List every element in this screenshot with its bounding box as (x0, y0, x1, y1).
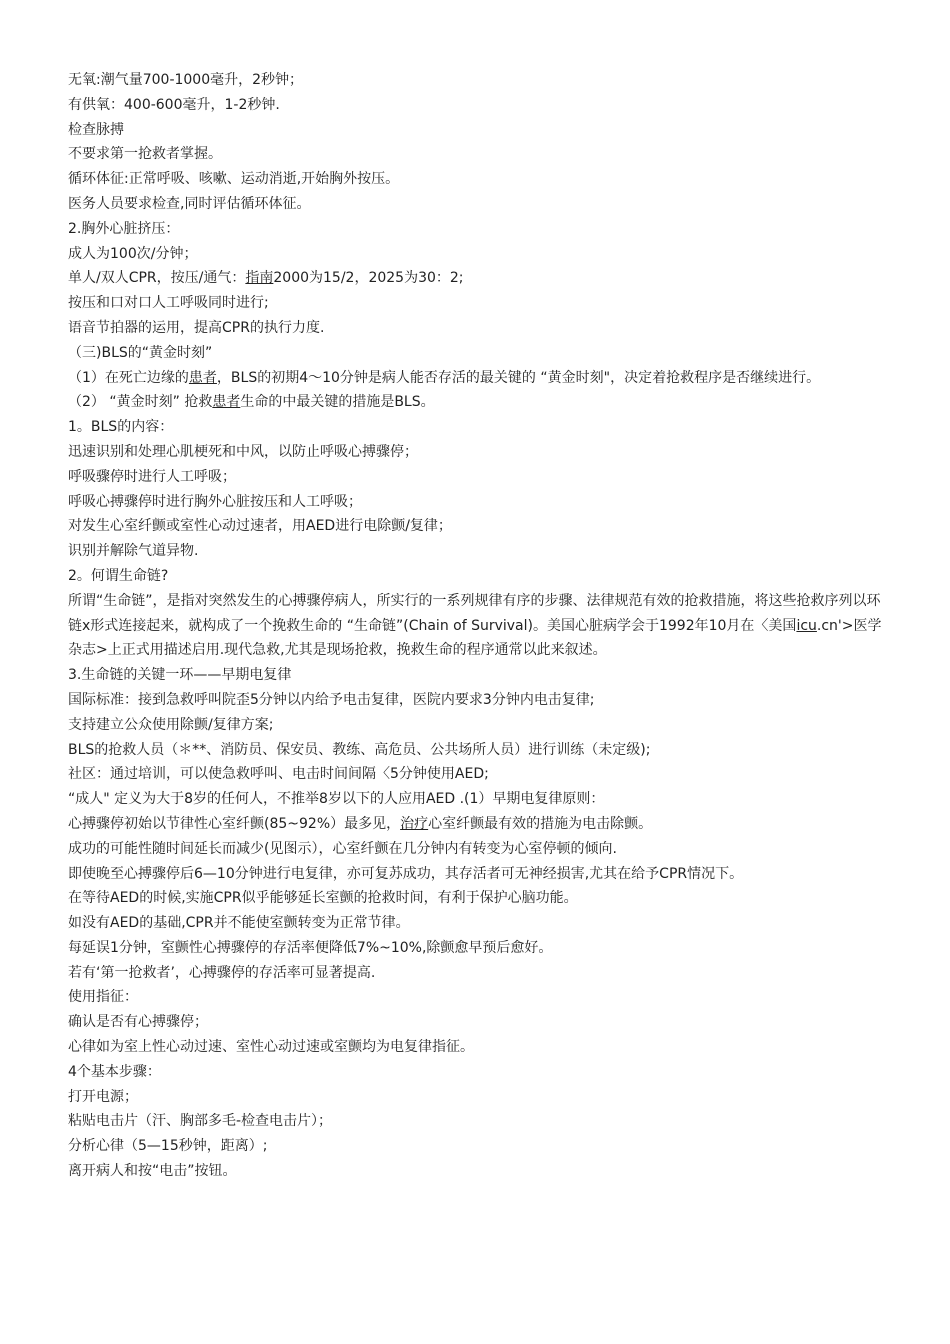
text-line: 医务人员要求检查,同时评估循环体征。 (68, 195, 311, 212)
text-segment: 心搏骤停初始以节律性心室纤颤(85~92%）最多见， (68, 815, 401, 832)
text-segment: 生命的中最关键的措施是BLS。 (240, 394, 435, 411)
section-heading: 1。BLS的内容： (68, 419, 174, 436)
text-line: 对发生心室纤颤或室性心动过速者，用AED进行电除颤/复律； (68, 518, 452, 535)
text-line: 循环体征:正常呼吸、咳嗽、运动消逝,开始胸外按压。 (68, 171, 400, 188)
text-line: 呼吸心搏骤停时进行胸外心脏按压和人工呼吸； (68, 493, 362, 510)
text-line: 按压和口对口人工呼吸同时进行; (68, 295, 269, 312)
text-line: 不要求第一抢救者掌握。 (68, 146, 222, 163)
text-paragraph (68, 589, 886, 663)
text-line: “成人" 定义为大于8岁的任何人，不推举8岁以下的人应用AED .(1）早期电复律原则： (68, 791, 605, 808)
section-heading: 2.胸外心脏挤压： (68, 220, 180, 237)
text-line: 确认是否有心搏骤停； (68, 1014, 208, 1031)
text-line: 成人为100次/分钟； (68, 245, 198, 262)
section-heading: 4个基本步骤： (68, 1063, 161, 1080)
text-line: 粘贴电击片（汗、胸部多毛-检查电击片）； (68, 1113, 333, 1130)
text-line: 若有‘第一抢救者’，心搏骤停的存活率可显著提高. (68, 964, 376, 981)
text-line: 识别并解除气道异物. (68, 543, 199, 560)
text-segment: 2000为15/2，2025为30：2; (273, 270, 464, 287)
text-paragraph (68, 366, 886, 391)
text-segment: （1）在死亡边缘的 (68, 369, 189, 386)
text-segment: ，BLS的初期4～10分钟是病人能否存活的最关键的 “黄金时刻"，决定着抢救程序是否继续进行。 (216, 369, 821, 386)
section-heading: 3.生命链的关键一环——早期电复律 (68, 667, 292, 684)
text-line: 检查脉搏 (68, 121, 124, 138)
text-line: 迅速识别和处理心肌梗死和中风，以防止呼吸心搏骤停； (68, 443, 418, 460)
section-heading: （三)BLS的“黄金时刻” (68, 344, 213, 361)
text-line: 呼吸骤停时进行人工呼吸； (68, 468, 236, 485)
guide-link[interactable]: 指南 (245, 270, 274, 287)
document-body (68, 68, 886, 1184)
patient-link[interactable]: 患者 (188, 369, 217, 386)
text-line: 打开电源； (68, 1088, 138, 1105)
text-line: 每延误1分钟，室颤性心搏骤停的存活率便降低7%~10%,除颤愈早预后愈好。 (68, 939, 553, 956)
text-line: BLS的抢救人员（＊**、消防员、保安员、教练、高危员、公共场所人员）进行训练（未定级); (68, 741, 651, 758)
text-line: 无氧:潮气量700-1000毫升，2秒钟； (68, 72, 304, 88)
section-heading: 2。何谓生命链? (68, 567, 169, 584)
text-segment: （2） “黄金时刻” 抢救 (68, 394, 213, 411)
text-segment: 所谓“生命链”，是指对突然发生的心搏骤停病人，所实行的一系列规律有序的步骤、法律规范有效的抢救措施，将这些抢救序列以环链x形式连接起来，就构成了一个挽救生命的 “生命链”(Chain of Survival)。美国心脏病学会于1992年10月在〈美国 (68, 592, 881, 634)
patient-link[interactable]: 患者 (212, 394, 241, 411)
text-line: 国际标准：接到急救呼叫院歪5分钟以内给予电击复律，医院内要求3分钟内电击复律; (68, 691, 595, 708)
text-line: 在等待AED的时候,实施CPR似乎能够延长室颤的抢救时间，有利于保护心脑功能。 (68, 890, 578, 907)
text-line: 有供氧：400-600毫升，1-2秒钟. (68, 96, 280, 113)
text-line: 即使晚至心搏骤停后6—10分钟进行电复律，亦可复苏成功，其存活者可无神经损害,尤其在给予CPR情况下。 (68, 865, 744, 882)
text-segment: .cn'>医学杂志>上正式用描述启用.现代急救,尤其是现场抢救，挽救生命的程序通常以此来叙述。 (68, 617, 882, 659)
section-heading: 使用指征： (68, 989, 138, 1006)
text-line (68, 812, 886, 837)
text-line: 成功的可能性随时间延长而减少(见图示），心室纤颤在几分钟内有转变为心室停顿的倾向. (68, 840, 617, 857)
text-line: 心律如为室上性心动过速、室性心动过速或室颤均为电复律指征。 (68, 1039, 474, 1056)
text-line: 社区：通过培训，可以使急救呼叫、电击时间间隔〈5分钟使用AED; (68, 766, 489, 783)
treatment-link[interactable]: 治疗 (400, 815, 429, 832)
text-line (68, 390, 886, 415)
icu-link[interactable]: icu (796, 617, 817, 634)
text-line: 语音节拍器的运用，提高CPR的执行力度. (68, 319, 325, 336)
text-line: 离开病人和按“电击”按钮。 (68, 1163, 237, 1180)
text-segment: 单人/双人CPR，按压/通气： (68, 270, 246, 287)
text-line: 支持建立公众使用除颤/复律方案; (68, 716, 274, 733)
text-line (68, 266, 886, 291)
text-line: 如没有AED的基础,CPR并不能使室颤转变为正常节律。 (68, 915, 410, 932)
text-line: 分析心律（5—15秒钟，距离）; (68, 1138, 268, 1155)
text-segment: 心室纤颤最有效的措施为电击除颤。 (428, 815, 653, 832)
